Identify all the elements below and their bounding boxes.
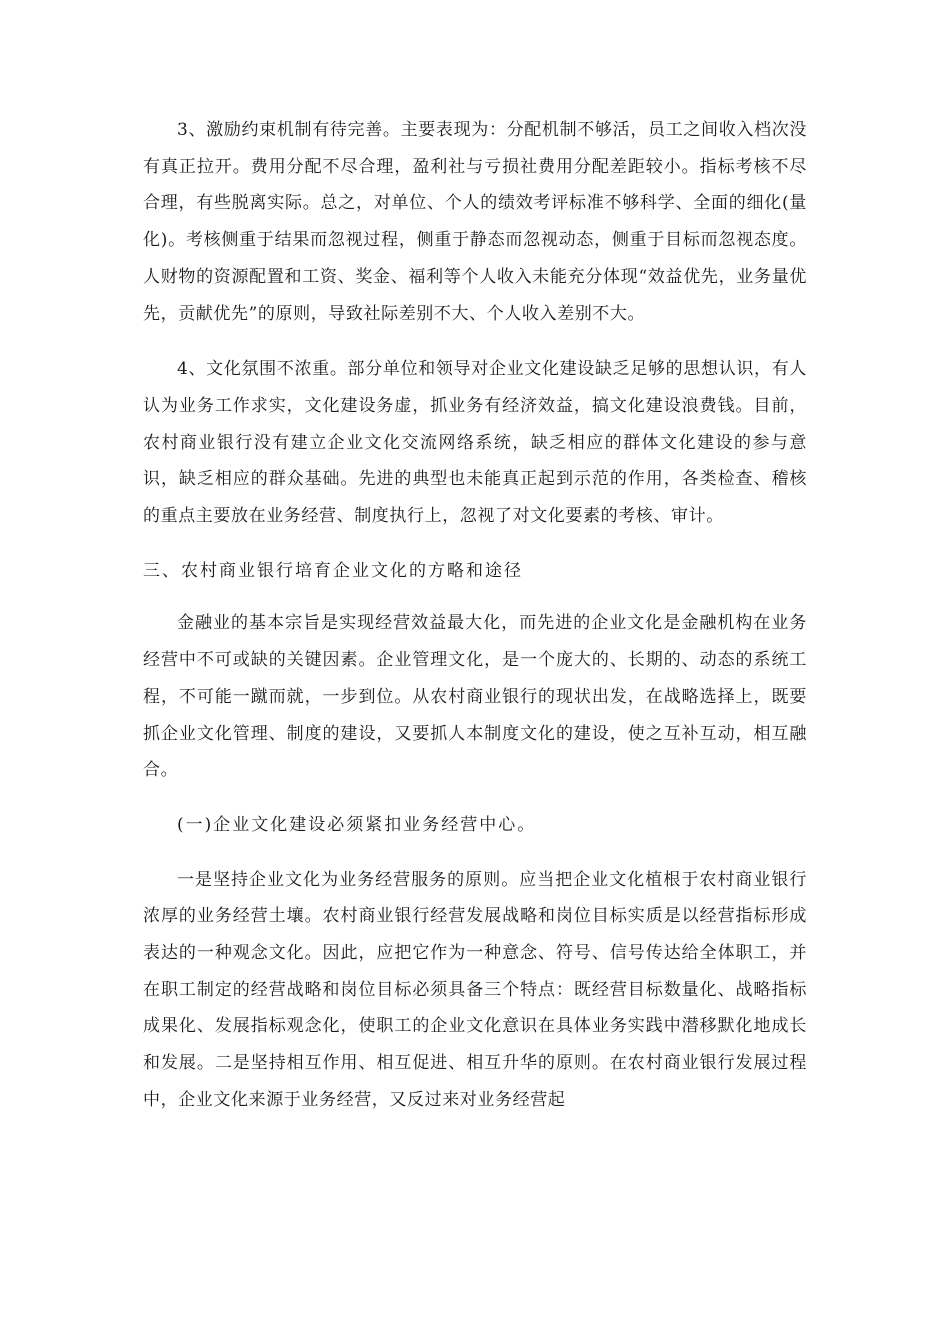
paragraph-spacer (143, 844, 807, 862)
section-heading: 三、农村商业银行培育企业文化的方略和途径 (143, 560, 523, 581)
paragraph-business-principles: 一是坚持企业文化为业务经营服务的原则。应当把企业文化植根于农村商业银行浓厚的业务经营土壤。农村商业银行经营发展战略和岗位目标实质是以经营指标形成表达的一种观念文化。因此，应把它作为一种意念、符号、信号传达给全体职工，并在职工制定的经营战略和岗位目标必须具备三个特点：既经营目标数量化、战略指标成果化、发展指标观念化，使职工的企业文化意识在具体业务实践中潜移默化地成长和发展。二是坚持相互作用、相互促进、相互升华的原则。在农村商业银行发展过程中，企业文化来源于业务经营，又反过来对业务经营起 (143, 869, 807, 1110)
paragraph-spacer (143, 332, 807, 351)
subsection-heading: (一)企业文化建设必须紧扣业务经营中心。 (177, 814, 537, 835)
paragraph-spacer (143, 535, 807, 553)
document-body (143, 112, 807, 1119)
paragraph-spacer (143, 589, 807, 605)
paragraph-strategy-intro: 金融业的基本宗旨是实现经营效益最大化，而先进的企业文化是金融机构在业务经营中不可或缺的关键因素。企业管理文化，是一个庞大的、长期的、动态的系统工程，不可能一蹴而就，一步到位。从农村商业银行的现状出发，在战略选择上，既要抓企业文化管理、制度的建设，又要抓人本制度文化的建设，使之互补互动，相互融合。 (143, 613, 807, 781)
paragraph-incentive-mechanism: 3、激励约束机制有待完善。主要表现为：分配机制不够活，员工之间收入档次没有真正拉开。费用分配不尽合理，盈利社与亏损社费用分配差距较小。指标考核不尽合理，有些脱离实际。总之，对单位、个人的绩效考评标准不够科学、全面的细化(量化)。考核侧重于结果而忽视过程，侧重于静态而忽视动态，侧重于目标而忽视态度。人财物的资源配置和工资、奖金、福利等个人收入未能充分体现“效益优先，业务量优先，贡献优先”的原则，导致社际差别不大、个人收入差别不大。 (143, 120, 807, 324)
paragraph-spacer (143, 789, 807, 807)
paragraph-cultural-atmosphere: 4、文化氛围不浓重。部分单位和领导对企业文化建设缺乏足够的思想认识，有人认为业务工作求实，文化建设务虚，抓业务有经济效益，搞文化建设浪费钱。目前，农村商业银行没有建立企业文化交流网络系统，缺乏相应的群体文化建设的参与意识，缺乏相应的群众基础。先进的典型也未能真正起到示范的作用，各类检查、稽核的重点主要放在业务经营、制度执行上，忽视了对文化要素的考核、审计。 (143, 359, 807, 527)
